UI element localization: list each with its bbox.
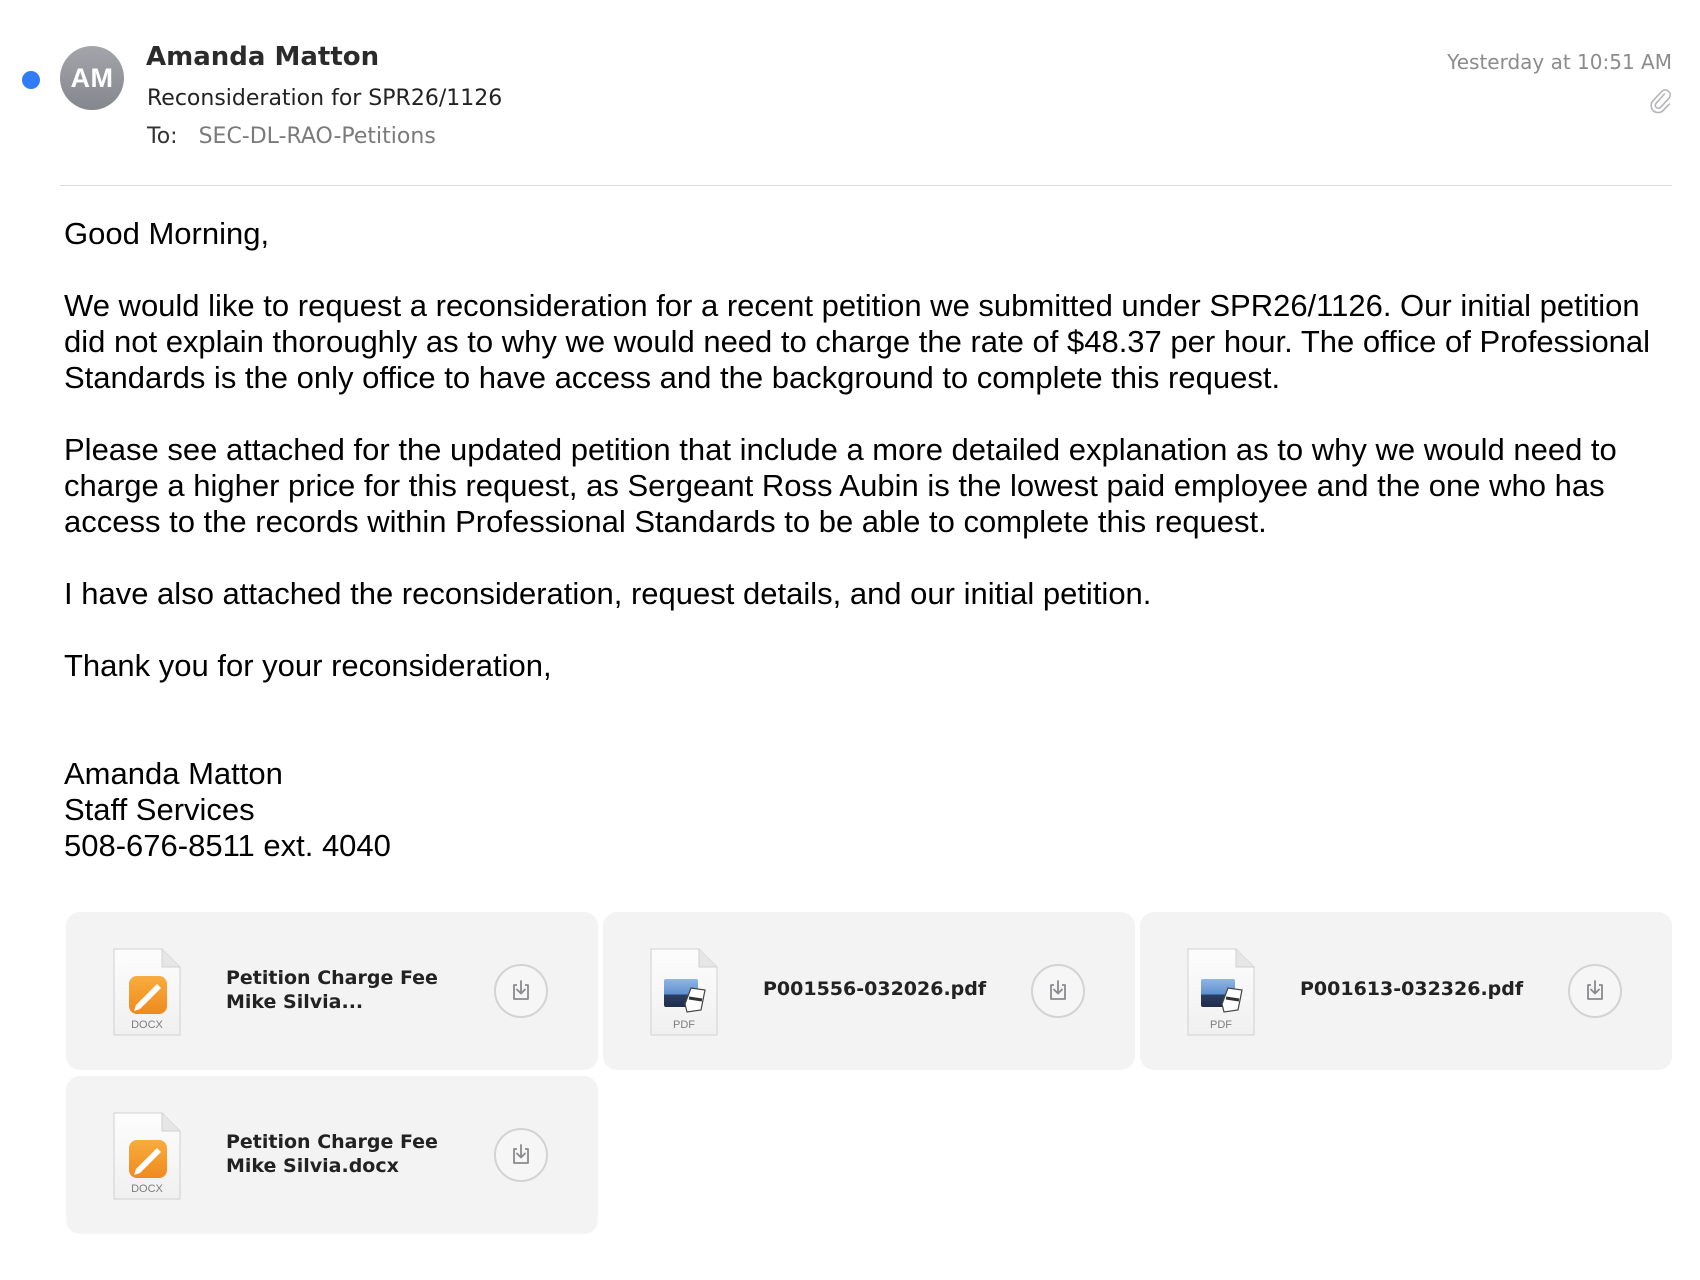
to-label: To: [147,124,178,149]
pdf-file-icon [1184,946,1258,1038]
docx-file-icon [110,946,184,1038]
body-paragraph-1: We would like to request a reconsideration for a recent petition we submitted under SPR26/1126. Our initial petition did not explain thoroughly as to why we would need to charge the rate of $48.37 per hour. The office of Professional Standards is the only office to have access and the background to complete this request. [64,288,1651,395]
download-button[interactable] [1568,964,1622,1018]
download-button[interactable] [494,964,548,1018]
file-type-label: DOCX [131,1019,163,1031]
signature-name: Amanda Matton [64,756,283,791]
body-paragraph-3: I have also attached the reconsideration, request details, and our initial petition. [64,576,1152,611]
unread-indicator [22,71,40,89]
attachment-card[interactable] [603,912,1135,1070]
pdf-file-icon [647,946,721,1038]
download-icon [1046,979,1070,1003]
attachment-name-line1: Petition Charge Fee [226,967,438,989]
attachment-card[interactable] [1140,912,1672,1070]
attachment-name: P001556-032026.pdf [763,978,987,1000]
download-button[interactable] [1031,964,1085,1018]
avatar[interactable] [60,46,124,110]
download-button[interactable] [494,1128,548,1182]
recipient-row [147,124,436,149]
header-divider [60,185,1672,186]
attachment-card[interactable] [66,912,598,1070]
avatar-initials: AM [70,62,114,93]
message-timestamp: Yesterday at 10:51 AM [1447,50,1672,74]
closing-line: Thank you for your reconsideration, [64,648,552,683]
attachment-name: P001613-032326.pdf [1300,978,1524,1000]
attachment-name-line2: Mike Silvia... [226,991,364,1013]
paperclip-icon [1648,86,1672,114]
download-icon [1583,979,1607,1003]
sender-name[interactable]: Amanda Matton [146,42,380,72]
file-type-label: PDF [1210,1019,1232,1031]
download-icon [509,979,533,1003]
message-body [64,216,1684,864]
attachment-name-line2: Mike Silvia.docx [226,1155,399,1177]
signature-department: Staff Services [64,792,255,827]
message-header [0,0,1700,186]
body-paragraph-2: Please see attached for the updated petition that include a more detailed explanation as to why we would need to charge a higher price for this request, as Sergeant Ross Aubin is the lowest paid employee and the one who has access to the records within Professional Standards to be able to complete this request. [64,432,1617,539]
recipient-address[interactable]: SEC-DL-RAO-Petitions [198,124,436,149]
attachment-card[interactable] [66,1076,598,1234]
attachment-name [226,1130,486,1178]
subject-line: Reconsideration for SPR26/1126 [147,86,503,111]
download-icon [509,1143,533,1167]
attachment-name [226,966,486,1014]
attachment-name-line1: Petition Charge Fee [226,1131,438,1153]
greeting: Good Morning, [64,216,270,251]
file-type-label: DOCX [131,1183,163,1195]
signature-phone: 508-676-8511 ext. 4040 [64,828,391,863]
docx-file-icon [110,1110,184,1202]
file-type-label: PDF [673,1019,695,1031]
